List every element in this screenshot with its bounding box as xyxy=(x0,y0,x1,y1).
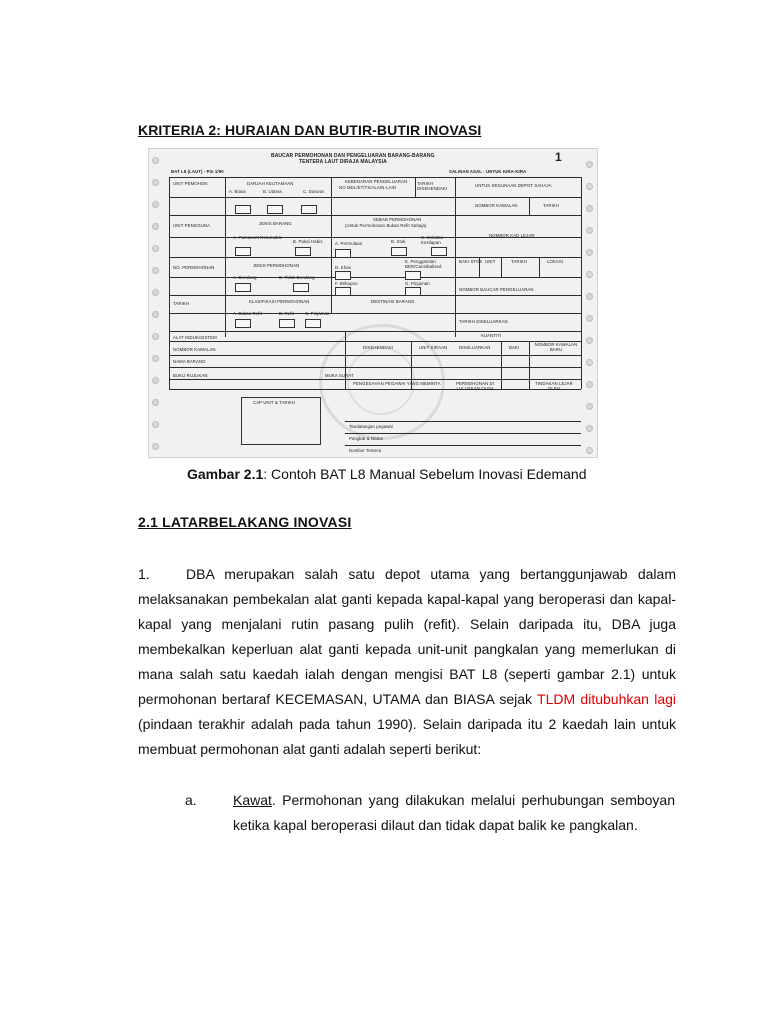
label-darjah: DARJAH KEUTAMAAN xyxy=(247,181,294,186)
paragraph-1 xyxy=(138,562,676,762)
label-jenis-permohonan: JENIS PERMOHONAN xyxy=(253,263,300,268)
label-baki: BAKI xyxy=(509,345,520,350)
label-dikehendaki: DIKEHENDAKI xyxy=(363,345,394,350)
right-feed-holes xyxy=(583,149,595,457)
section-title: 2.1 LATARBELAKANG INOVASI xyxy=(138,514,352,530)
opt-kl-c: C. Pinjaman xyxy=(305,311,330,316)
label-nombor-baucar: NOMBOR BAUCAR PENGELUARAN xyxy=(459,287,534,292)
label-klasifikasi: KLASIFIKASI PERMOHONAN xyxy=(249,299,310,304)
label-tandatangan: Tandatangan pegawai xyxy=(349,424,393,429)
label-nama-barang: NAMA BARANG xyxy=(173,359,206,364)
bat-l8-form-image xyxy=(148,148,598,458)
label-tarikh-dikeluarkan: TARIKH DIKELUARKAN xyxy=(459,319,508,324)
caption-label: Gambar 2.1 xyxy=(187,466,264,482)
form-code: BAT L8 (LAUT) - Pin 1/90 xyxy=(171,169,224,174)
label-kebenaran: KEBENARAN PENGELUARAN xyxy=(345,179,408,184)
paragraph-text-before: DBA merupakan salah satu depot utama yang bertanggunjawab dalam melaksanakan pembekalan alat ganti kepada kapal-kapal yang beroperasi dan kapal-kapal yang menjalani rutin pasang pulih (refit). Selain daripada itu, DBA juga membekalkan keperluan alat ganti kepada unit-unit pangkalan yang memerlukan di mana salah satu kaedah ialah dengan mengisi BAT L8 (seperti gambar 2.1) untuk permohonan bertaraf KECEMASAN, UTAMA dan BIASA sejak xyxy=(138,566,676,707)
caption-text: : Contoh BAT L8 Manual Sebelum Inovasi Edemand xyxy=(263,466,587,482)
item-term: Kawat xyxy=(233,792,272,808)
label-nombor-kad-lejar: NOMBOR KAD LEJAR xyxy=(489,233,535,238)
opt-jp-b: B. Tidak Berulang xyxy=(279,275,315,280)
form-page-number: 1 xyxy=(555,150,562,164)
label-cap-unit: CAP UNIT & TARIKH xyxy=(253,400,296,405)
opt-barang-a: A. Pamanent Returnable xyxy=(233,235,283,240)
opt-barang-b: B. Pakai Habis xyxy=(293,239,323,244)
item-text: . Permohonan yang dilakukan melalui perhubungan semboyan ketika kapal beroperasi dilaut dan tidak dapat balik ke pangkalan. xyxy=(233,792,675,833)
opt-kl-a: A. Bukan Refit xyxy=(233,311,262,316)
opt-darjah-b: B. Utama xyxy=(263,189,282,194)
label-nombor-tentera: Nombor Tentera xyxy=(349,448,382,453)
opt-jp-a: A. Berulang xyxy=(233,275,257,280)
label-dikeluarkan: DIKELUARKAN xyxy=(459,345,491,350)
label-tarikh-dikehendaki: TARIKH DIKEHENDAKI xyxy=(417,181,448,191)
label-muka-surat: MUKA SURAT xyxy=(325,373,354,378)
label-unit-kiraan: UNIT KIRAAN xyxy=(419,345,448,350)
form-copy-label: SALINAN ASAL : UNTUK KIRA-KIRA xyxy=(449,169,527,174)
label-no-permohonan: NO. PERMOHONAN xyxy=(173,265,215,270)
label-lokasi: LOKASI xyxy=(547,259,564,264)
criteria-heading: KRITERIA 2: HURAIAN DAN BUTIR-BUTIR INOVASI xyxy=(138,122,482,138)
label-nombor-kawalan-item: NOMBOR KAWALAN xyxy=(173,347,216,352)
opt-darjah-a: A. Biasa xyxy=(229,189,246,194)
item-label: a. xyxy=(185,792,197,808)
item-body xyxy=(233,788,675,838)
label-tarikh-lejar: TARIKH xyxy=(511,259,528,264)
form-title-line2: TENTERA LAUT DIRAJA MALAYSIA xyxy=(299,159,387,165)
label-unit-pengguna: UNIT PENGGUNA xyxy=(173,223,211,228)
label-buku-rujukan: BUKU RUJUKAN xyxy=(173,373,208,378)
label-kuantiti: KUANTITI xyxy=(481,333,502,338)
label-unit: UNIT xyxy=(485,259,496,264)
form-title-line1: BAUCAR PERMOHONAN DAN PENGELUARAN BARANG-BARANG xyxy=(271,153,435,159)
opt-sebab-b: B. Stok xyxy=(391,239,406,244)
paragraph-text-after: (pindaan terakhir adalah pada tahun 1990). Selain daripada itu 2 kaedah lain untuk membuat permohonan alat ganti adalah seperti berikut: xyxy=(138,716,676,757)
label-untuk-depot: UNTUK KEGUNAAN DEPOT SAHAJA xyxy=(475,183,552,188)
label-nombor-kawalan: NOMBOR KAWALAN xyxy=(475,203,518,208)
label-baki-stok: BAKI STOK xyxy=(459,259,483,264)
label-pengesahan: PENGESAHAN PEGAWAI YANG MEMINTA xyxy=(353,381,441,386)
figure-caption xyxy=(187,466,587,482)
opt-sebab-a: A. Permulaan xyxy=(335,241,363,246)
label-tarikh: TARIKH xyxy=(543,203,560,208)
label-permohonan-diluluskan: PERMOHONAN DI LULUSKAN OLEH xyxy=(455,381,495,391)
label-sebab: SEBAB PERMOHONAN xyxy=(373,217,422,222)
label-kebenaran-sub: NO MDL/ET/TS/ALAIN-LAIN xyxy=(339,185,396,190)
label-sebab-sub: (Untuk Permohonan Bukan Refit Sahaja) xyxy=(345,223,427,228)
label-tarikh-permohonan: TARIKH xyxy=(173,301,190,306)
paragraph-highlight: TLDM ditubuhkan lagi xyxy=(537,691,677,707)
opt-sebab-g: G. Pinjaman xyxy=(405,281,430,286)
opt-darjah-c: C. Darurat xyxy=(303,189,324,194)
label-tindakan-lejar: TINDAKAN LEJAR OLEH xyxy=(535,381,573,391)
label-destinasi: DESTINASI BARANG xyxy=(371,299,415,304)
label-nombor-kawalan-baru: NOMBOR KAWALAN BARU xyxy=(534,342,578,352)
opt-sebab-f: F. Brikopno xyxy=(335,281,358,286)
paragraph-number: 1. xyxy=(138,566,150,582)
label-unit-pemohon: UNIT PEMOHON xyxy=(173,181,208,186)
opt-sebab-e: E. Penggantian BER/Cannibalised xyxy=(405,259,442,269)
opt-kl-b: B. Refit xyxy=(279,311,294,316)
label-pangkat: Pangkat & Nama xyxy=(349,436,383,441)
opt-sebab-c: C. Sekatan Kesilapan xyxy=(421,235,444,245)
opt-sebab-d: D. Khas xyxy=(335,265,351,270)
left-feed-holes xyxy=(149,149,161,457)
label-alat-induk: ALAT INDUK/SISTEM xyxy=(173,335,217,340)
label-jenis-barang: JENIS BARANG xyxy=(259,221,292,226)
